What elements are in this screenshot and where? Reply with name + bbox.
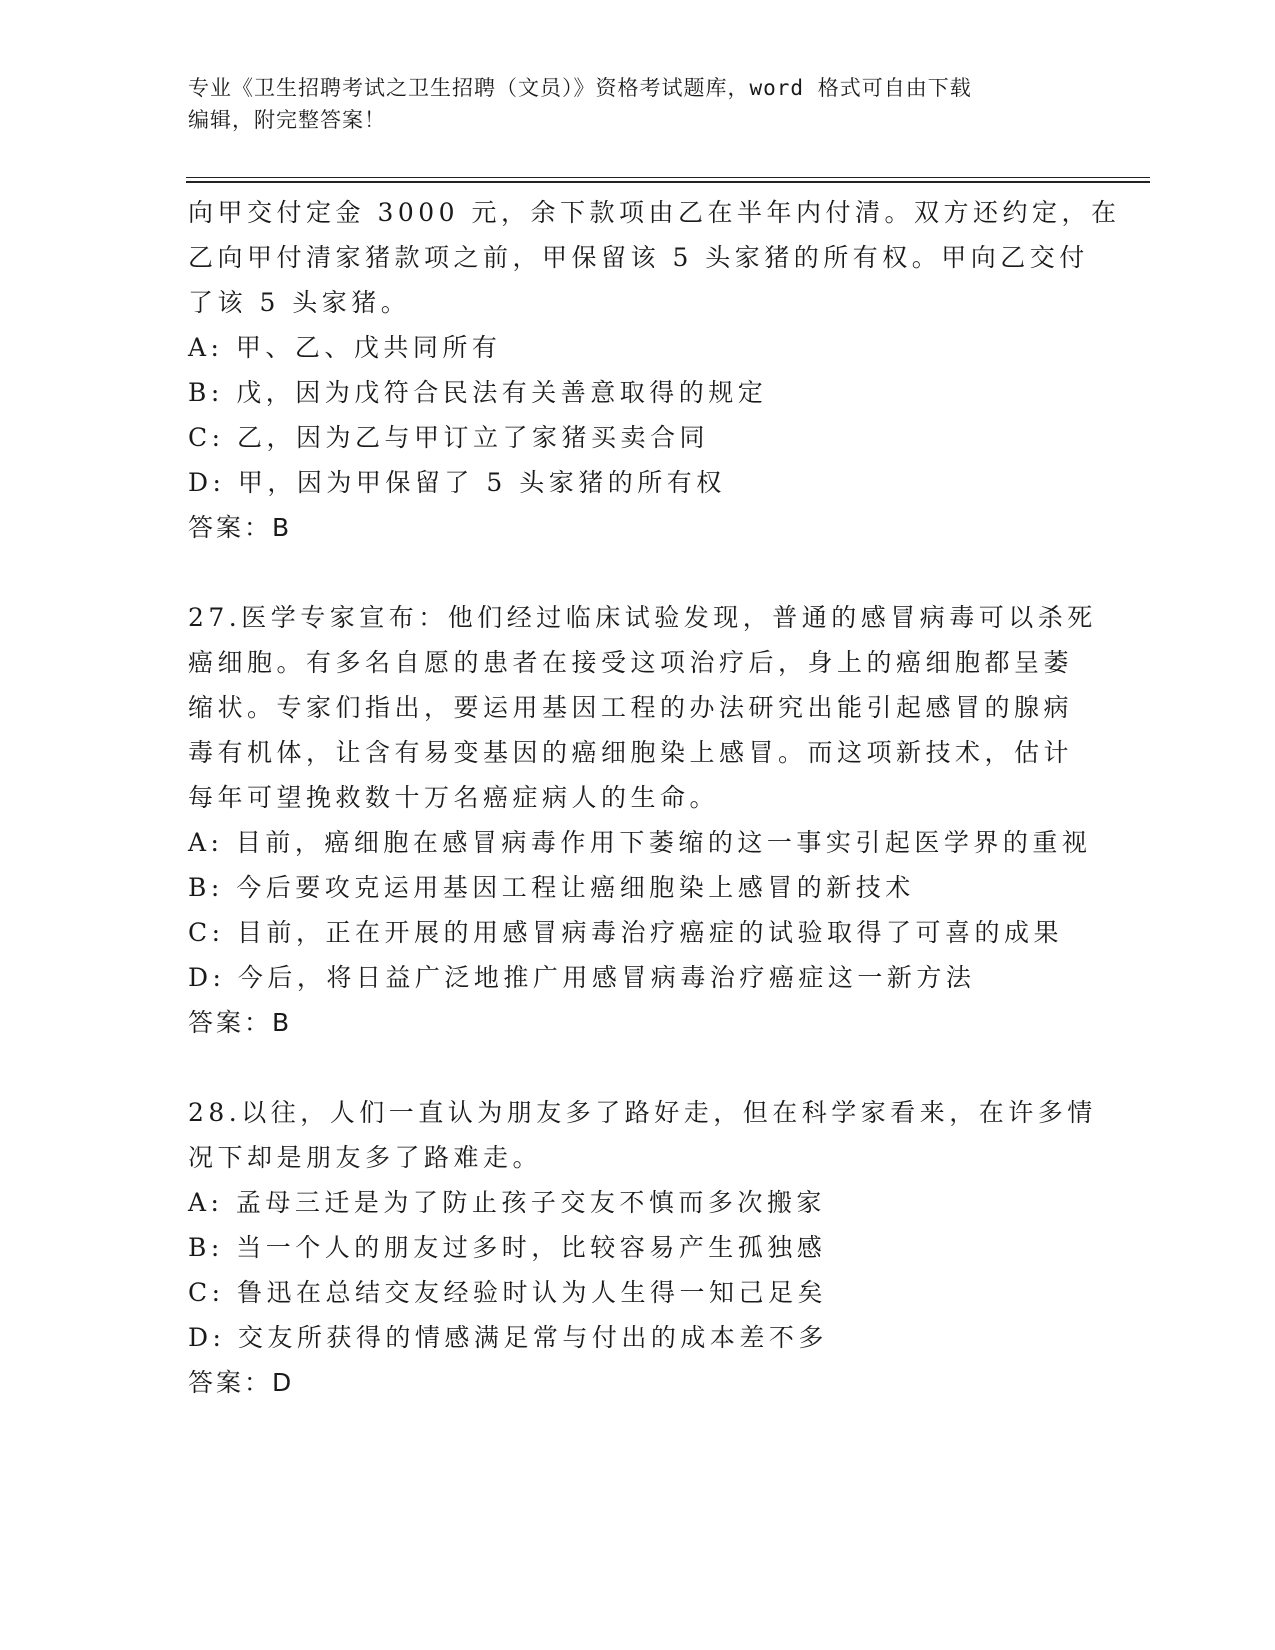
option-d: D: 交友所获得的情感满足常与付出的成本差不多: [188, 1323, 828, 1352]
question-28: [188, 1090, 1097, 1405]
spacer: [188, 1045, 1088, 1090]
option-a: A: 目前，癌细胞在感冒病毒作用下萎缩的这一事实引起医学界的重视: [188, 828, 1092, 857]
question-stem-line: 每年可望挽救数十万名癌症病人的生命。: [188, 783, 720, 812]
question-stem-line: 癌细胞。有多名自愿的患者在接受这项治疗后，身上的癌细胞都呈萎: [188, 648, 1074, 677]
spacer: [188, 550, 1088, 595]
option-c: C: 鲁迅在总结交友经验时认为人生得一知己足矣: [188, 1278, 827, 1307]
question-stem-line: 向甲交付定金 3000 元，余下款项由乙在半年内付清。双方还约定，在: [188, 198, 1121, 227]
question-26: [188, 190, 1121, 550]
header-line-1: 专业《卫生招聘考试之卫生招聘（文员）》资格考试题库，word 格式可自由下载: [188, 76, 972, 100]
answer: 答案：B: [188, 1008, 293, 1037]
option-d: D: 今后，将日益广泛地推广用感冒病毒治疗癌症这一新方法: [188, 963, 976, 992]
option-b: B: 戊，因为戊符合民法有关善意取得的规定: [188, 378, 768, 407]
option-c: C: 乙，因为乙与甲订立了家猪买卖合同: [188, 423, 709, 452]
option-a: A: 甲、乙、戊共同所有: [188, 333, 502, 362]
header-line-2: 编辑，附完整答案！: [188, 108, 386, 132]
page-header: [188, 72, 1068, 136]
answer: 答案：D: [188, 1368, 295, 1397]
question-stem-line: 27.医学专家宣布：他们经过临床试验发现，普通的感冒病毒可以杀死: [188, 603, 1097, 632]
header-rule-thick: [186, 181, 1150, 183]
option-d: D: 甲，因为甲保留了 5 头家猪的所有权: [188, 468, 726, 497]
question-stem-line: 毒有机体，让含有易变基因的癌细胞染上感冒。而这项新技术，估计: [188, 738, 1074, 767]
question-27: [188, 595, 1097, 1045]
option-b: B: 当一个人的朋友过多时，比较容易产生孤独感: [188, 1233, 827, 1262]
option-a: A: 孟母三迁是为了防止孩子交友不慎而多次搬家: [188, 1188, 826, 1217]
question-stem-line: 乙向甲付清家猪款项之前，甲保留该 5 头家猪的所有权。甲向乙交付: [188, 243, 1089, 272]
question-content: [188, 190, 1121, 1405]
question-stem-line: 28.以往，人们一直认为朋友多了路好走，但在科学家看来，在许多情: [188, 1098, 1097, 1127]
option-b: B: 今后要攻克运用基因工程让癌细胞染上感冒的新技术: [188, 873, 915, 902]
question-stem-line: 了该 5 头家猪。: [188, 288, 411, 317]
question-stem-line: 况下却是朋友多了路难走。: [188, 1143, 543, 1172]
question-stem-line: 缩状。专家们指出，要运用基因工程的办法研究出能引起感冒的腺病: [188, 693, 1074, 722]
answer: 答案：B: [188, 513, 293, 542]
header-rule-thin: [186, 177, 1150, 178]
option-c: C: 目前，正在开展的用感冒病毒治疗癌症的试验取得了可喜的成果: [188, 918, 1064, 947]
